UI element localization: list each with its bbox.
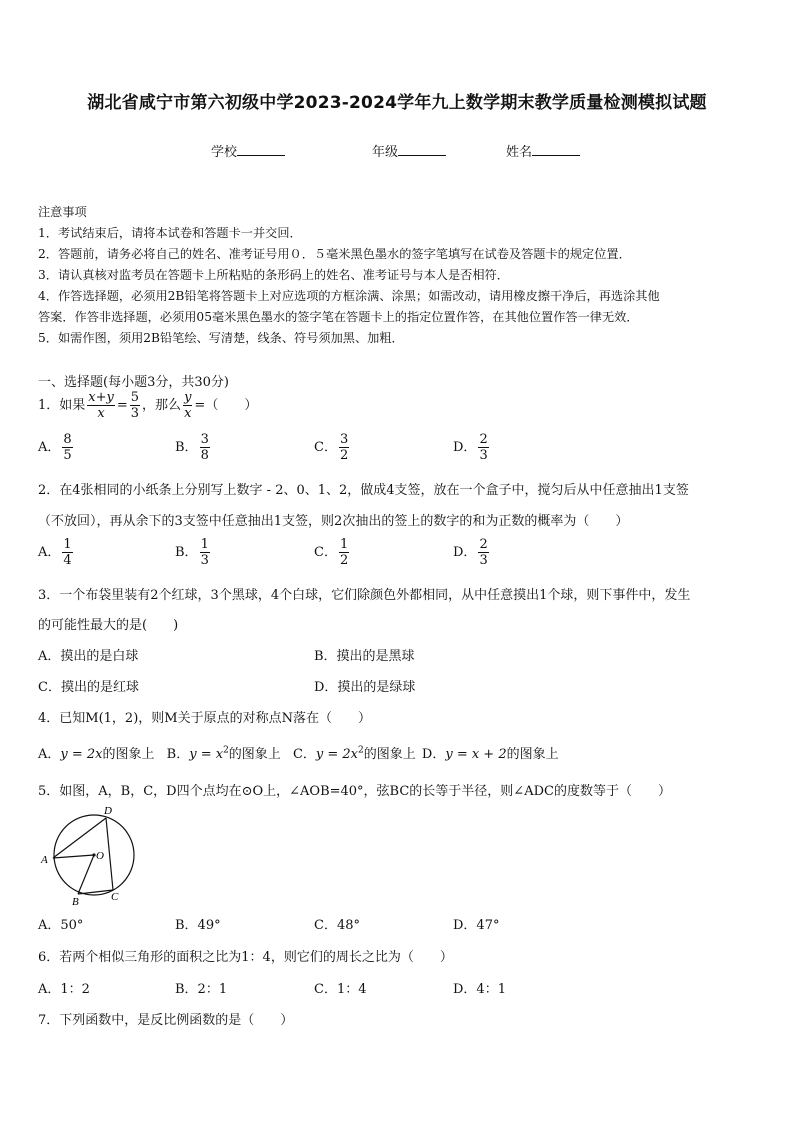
- q5-option-b: B．49°: [175, 918, 221, 933]
- q1-option-d: D． $\frac{2}{3}$: [453, 432, 488, 463]
- q1-suffix: =（ ）: [194, 398, 258, 413]
- point-b-label: B: [72, 896, 79, 907]
- q4-option-c-label: C．: [292, 747, 316, 762]
- point-c-label: C: [111, 891, 119, 903]
- q1-prefix: 1．如果: [38, 398, 86, 413]
- q4-option-b-label: B．: [166, 747, 190, 762]
- q6-option-b: B．2：1: [175, 982, 228, 997]
- q6-option-c: C．1：4: [314, 982, 367, 997]
- q1-fraction-xy: $\frac{x+y}{x}$: [88, 390, 114, 421]
- chord-dc: [106, 818, 113, 890]
- q3-option-a: A．摸出的是白球: [38, 649, 139, 664]
- q1-equals: =: [116, 398, 128, 413]
- q4-option-a-expr: y = 2x: [60, 747, 103, 762]
- circle-figure: [38, 802, 138, 907]
- school-blank: [237, 143, 285, 156]
- notice-item: 1．考试结束后，请将本试卷和答题卡一并交回．: [38, 226, 302, 240]
- q4-text: 4．已知M(1，2)，则M关于原点的对称点N落在（ ）: [38, 711, 371, 726]
- notice-item: 3．请认真核对监考员在答题卡上所粘贴的条形码上的姓名、准考证号与本人是否相符．: [38, 268, 509, 282]
- q2-option-b: B． $\frac{1}{3}$: [175, 537, 209, 568]
- point-o-label: O: [96, 850, 104, 862]
- q4-options: A．y = 2x的图象上 B．$y = x^2$的图象上 C．$y = 2x^2$的图象上 D．y = x + 2的图象上: [38, 745, 559, 762]
- q4-option-d-label: D．: [421, 747, 446, 762]
- q1-option-a: A． $\frac{8}{5}$: [38, 432, 72, 463]
- q1-fraction-yx: $\frac{y}{x}$: [184, 390, 192, 421]
- q2-option-d: D． $\frac{2}{3}$: [453, 537, 488, 568]
- radius-ob: [78, 855, 94, 894]
- q6-option-a: A．1：2: [38, 982, 90, 997]
- section-heading: 一、选择题(每小题3分，共30分): [38, 375, 229, 390]
- q2-option-c: C． $\frac{1}{2}$: [314, 537, 349, 568]
- q1-mid: ，那么: [142, 398, 182, 413]
- q4-option-d-expr: y = x + 2: [445, 747, 507, 762]
- name-field: [506, 141, 580, 160]
- q5-option-d: D．47°: [453, 918, 500, 933]
- q2-line-2: （不放回），再从余下的3支签中任意抽出1支签，则2次抽出的签上的数字的和为正数的概率为（ ）: [38, 514, 629, 529]
- q3-option-c: C．摸出的是红球: [38, 680, 139, 695]
- grade-label: 年级: [372, 145, 399, 160]
- q6-text: 6．若两个相似三角形的面积之比为1：4，则它们的周长之比为（ ）: [38, 950, 453, 965]
- school-label: 学校: [211, 145, 238, 160]
- question-1: [38, 390, 257, 421]
- notice-item: 4．作答选择题，必须用2B铅笔将答题卡上对应选项的方框涂满、涂黑；如需改动，请用橡皮擦干净后，再选涂其他: [38, 289, 660, 303]
- grade-field: [372, 141, 446, 160]
- q5-option-a: A．50°: [38, 918, 84, 933]
- q3-option-b: B．摸出的是黑球: [314, 649, 415, 664]
- q1-option-b: B． $\frac{3}{8}$: [175, 432, 209, 463]
- name-label: 姓名: [506, 145, 533, 160]
- notice-item: 2．答题前，请务必将自己的姓名、准考证号用０．５毫米黑色墨水的签字笔填写在试卷及答题卡的规定位置．: [38, 247, 631, 261]
- q7-text: 7．下列函数中，是反比例函数的是（ ）: [38, 1013, 294, 1028]
- point-d-label: D: [104, 805, 112, 817]
- q1-fraction-5-3: $\frac{5}{3}$: [130, 390, 140, 421]
- grade-blank: [398, 143, 446, 156]
- q3-line-1: 3．一个布袋里装有2个红球，3个黑球，4个白球，它们除颜色外都相同，从中任意摸出1个球，则下事件中，发生: [38, 588, 691, 603]
- radius-oa: [53, 855, 94, 858]
- notice-item: 5．如需作图，须用2B铅笔绘、写清楚，线条、符号须加黑、加粗．: [38, 331, 404, 345]
- point-a-label: A: [41, 854, 48, 866]
- q3-line-2: 的可能性最大的是( ): [38, 618, 179, 633]
- q6-option-d: D．4：1: [453, 982, 506, 997]
- q2-option-a: A． $\frac{1}{4}$: [38, 537, 72, 568]
- q4-option-b-expr: y = x: [189, 747, 224, 762]
- name-blank: [532, 143, 580, 156]
- q4-option-c-expr: y = 2x: [315, 747, 359, 762]
- q2-line-1: 2．在4张相同的小纸条上分别写上数字 - 2、0、1、2，做成4支签，放在一个盒子中，搅匀后从中任意抽出1支签: [38, 483, 689, 498]
- school-field: [211, 141, 285, 160]
- notice-heading: 注意事项: [38, 205, 87, 219]
- page-title: 湖北省咸宁市第六初级中学2023-2024学年九上数学期末教学质量检测模拟试题: [87, 93, 707, 113]
- notice-item: 答案．作答非选择题，必须用05毫米黑色墨水的签字笔在答题卡上的指定位置作答，在其他位置作答一律无效．: [38, 310, 639, 324]
- q5-option-c: C．48°: [314, 918, 360, 933]
- q3-option-d: D．摸出的是绿球: [314, 680, 416, 695]
- q5-text: 5．如图，A，B，C，D四个点均在⊙O上，∠AOB=40°，弦BC的长等于半径，则∠ADC的度数等于（ ）: [38, 784, 671, 799]
- q1-option-c: C． $\frac{3}{2}$: [314, 432, 349, 463]
- q4-option-a-label: A．: [38, 747, 61, 762]
